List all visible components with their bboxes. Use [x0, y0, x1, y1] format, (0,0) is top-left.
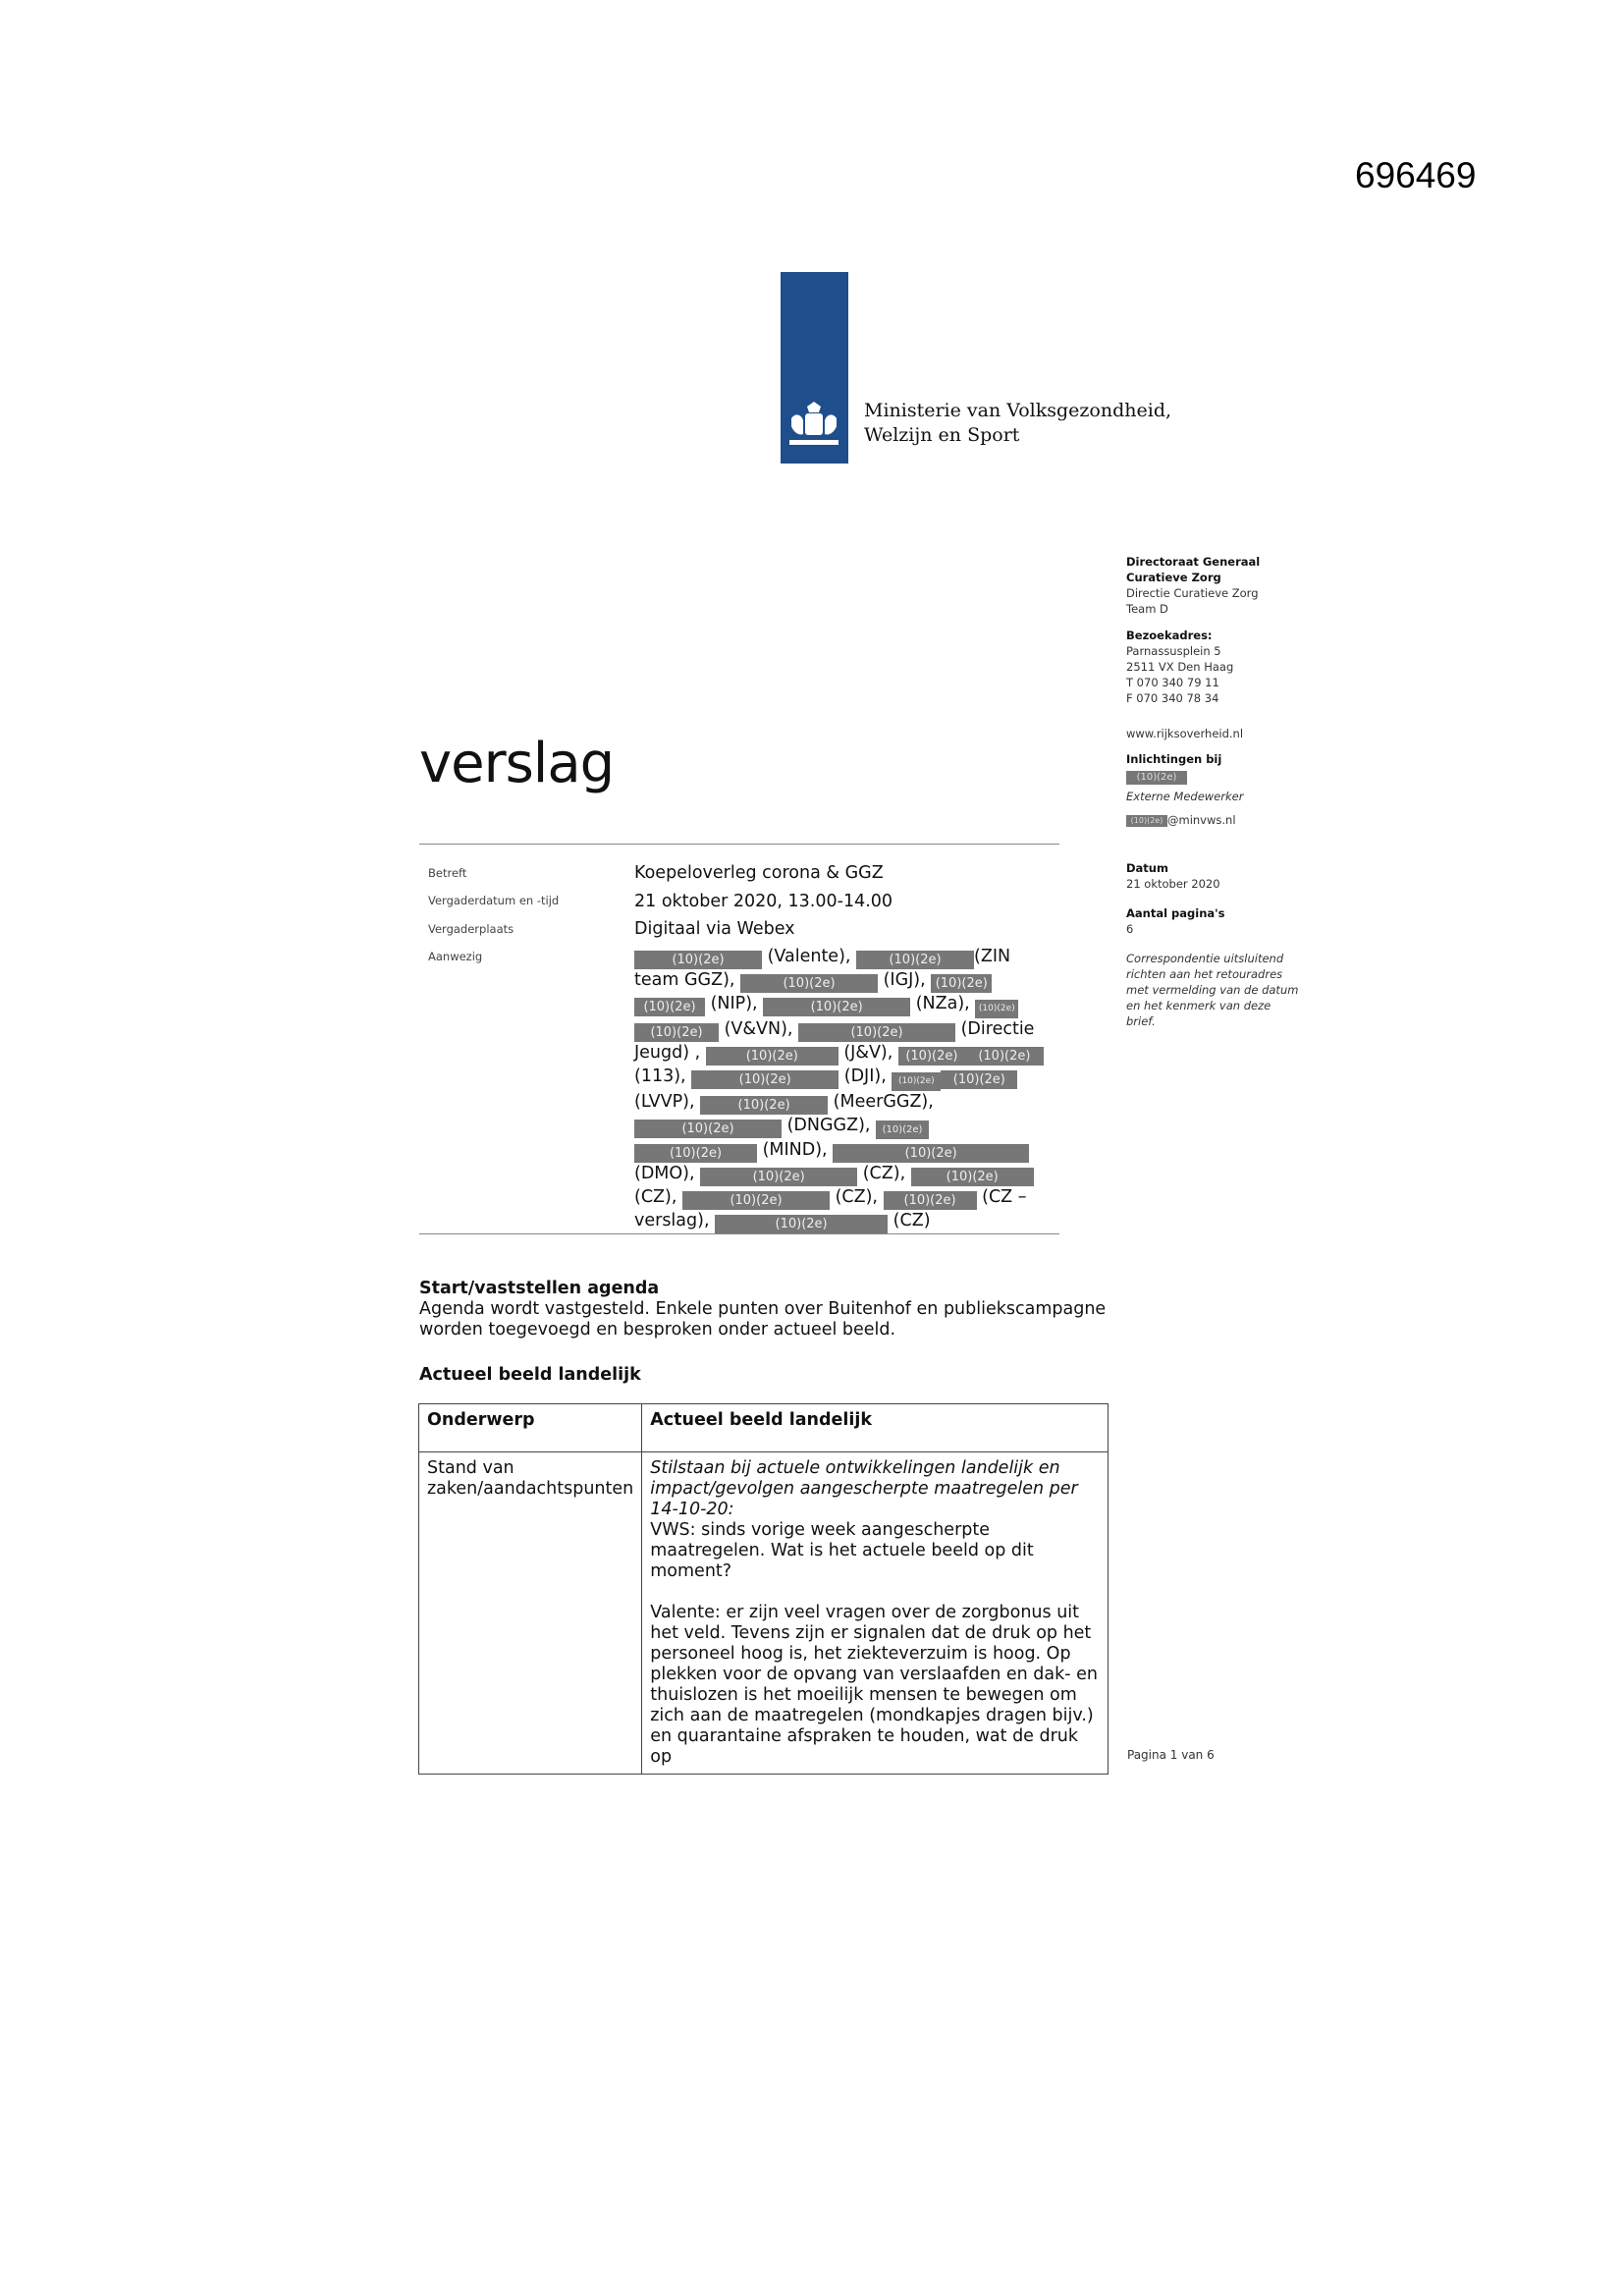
org-line-3: Directie Curatieve Zorg — [1126, 586, 1259, 600]
divider — [419, 844, 1059, 845]
subject-line-1: Stand van — [427, 1458, 514, 1478]
attendee-text: (CZ – verslag), — [634, 1187, 1027, 1230]
org-line-4: Team D — [1126, 602, 1168, 616]
document-number: 696469 — [1355, 155, 1477, 195]
redaction-box: (10)(2e) — [798, 1023, 955, 1042]
table-cell-subject — [419, 1452, 642, 1775]
attendee-text: (CZ), — [857, 1164, 911, 1183]
datetime-label: Vergaderdatum en -tijd — [428, 894, 560, 907]
attendee-text: (J&V), — [838, 1043, 898, 1063]
redaction-box: (10)(2e) — [706, 1047, 839, 1066]
place-value: Digitaal via Webex — [634, 919, 795, 939]
divider — [419, 1233, 1059, 1234]
website-link[interactable]: www.rijksoverheid.nl — [1126, 727, 1244, 740]
pages-label: Aantal pagina's — [1126, 906, 1225, 920]
document-title: verslag — [419, 732, 615, 795]
date-label: Datum — [1126, 861, 1168, 875]
attendee-text: (CZ), — [634, 1187, 682, 1207]
agenda-table — [418, 1403, 1109, 1775]
sidebar-address — [1126, 628, 1233, 706]
attendee-text: (MIND), — [757, 1140, 834, 1160]
address-line-2: 2511 VX Den Haag — [1126, 660, 1234, 674]
table-header-cell: Actueel beeld landelijk — [642, 1404, 1109, 1452]
page-footer: Pagina 1 van 6 — [1127, 1748, 1215, 1762]
redaction-box: (10)(2e) — [763, 998, 910, 1016]
royal-crest-icon — [785, 401, 842, 450]
attendee-text: (Valente), — [762, 947, 857, 966]
date-value: 21 oktober 2020 — [1126, 877, 1220, 891]
attendee-text: (DNGGZ), — [782, 1116, 877, 1135]
intro-italic: Stilstaan bij actuele ontwikkelingen landelijk en impact/gevolgen aangescherpte maatregelen per 14-10-20: — [650, 1458, 1078, 1519]
attendee-text: (CZ), — [830, 1187, 884, 1207]
table-header-row — [419, 1404, 1109, 1452]
note-line: met vermelding van de datum — [1126, 983, 1299, 997]
redaction-box: (10)(2e) — [682, 1191, 830, 1210]
attendee-text: (DMO), — [634, 1164, 701, 1183]
sidebar-pages — [1126, 905, 1225, 937]
attendee-text: (DJI), — [839, 1066, 893, 1086]
redaction-box: (10)(2e) — [876, 1121, 929, 1139]
attendee-list — [634, 946, 1047, 1233]
attendee-text: (LVVP), — [634, 1092, 701, 1112]
role-text: Externe Medewerker — [1126, 790, 1244, 803]
redaction-box: (10)(2e) — [965, 1047, 1044, 1066]
redaction-box: (10)(2e) — [898, 1047, 965, 1066]
attendee-text: (CZ) — [888, 1211, 931, 1230]
address-line-1: Parnassusplein 5 — [1126, 644, 1221, 658]
agenda-text — [419, 1299, 1106, 1340]
agenda-text-line-1: Agenda wordt vastgesteld. Enkele punten over Buitenhof en publiekscampagne — [419, 1299, 1107, 1319]
visit-label: Bezoekadres: — [1126, 629, 1213, 642]
redaction-box: (10)(2e) — [700, 1096, 828, 1115]
ministry-line-1: Ministerie van Volksgezondheid, — [864, 400, 1172, 421]
sidebar-date — [1126, 860, 1220, 892]
redaction-box: (10)(2e) — [634, 1023, 719, 1042]
ministry-line-2: Welzijn en Sport — [864, 424, 1020, 446]
attendee-text: (Directie Jeugd) , — [634, 1019, 1035, 1063]
place-label: Vergaderplaats — [428, 922, 514, 936]
agenda-text-line-2: worden toegevoegd en besproken onder actueel beeld. — [419, 1320, 896, 1339]
note-line: brief. — [1126, 1014, 1156, 1028]
redaction-box: (10)(2e) — [634, 998, 705, 1016]
actueel-heading: Actueel beeld landelijk — [419, 1365, 641, 1385]
redaction-box: (10)(2e) — [833, 1144, 1029, 1163]
email-domain: @minvws.nl — [1167, 813, 1236, 827]
org-line-2: Curatieve Zorg — [1126, 571, 1221, 584]
agenda-heading: Start/vaststellen agenda — [419, 1279, 660, 1298]
vws-text: VWS: sinds vorige week aangescherpte maatregelen. Wat is het actuele beeld op dit moment? — [650, 1520, 1034, 1581]
table-row — [419, 1452, 1109, 1775]
fax: F 070 340 78 34 — [1126, 691, 1219, 705]
valente-text: Valente: er zijn veel vragen over de zorgbonus uit het veld. Tevens zijn er signalen dat de druk op het personeel hoog is, het ziekteverzuim is hoog. Op plekken voor de opvang van verslaafden en dak- en thuislozen is het moeilijk mensen te bewegen om zich aan de maatregelen (mondkapjes dragen bijv.) en quarantaine afspraken te houden, wat de druk op — [650, 1603, 1098, 1767]
note-line: Correspondentie uitsluitend — [1126, 952, 1284, 965]
redaction-box: (10)(2e) — [740, 974, 878, 993]
attendee-text: (NZa), — [910, 994, 976, 1013]
phone: T 070 340 79 11 — [1126, 676, 1219, 689]
attendee-text: (IGJ), — [878, 970, 932, 990]
sidebar-organization — [1126, 554, 1260, 617]
table-header-cell: Onderwerp — [419, 1404, 642, 1452]
redaction-box: (10)(2e) — [892, 1072, 941, 1091]
redaction-box: (10)(2e) — [700, 1168, 857, 1186]
redaction-box: (10)(2e) — [856, 951, 974, 969]
note-line: en het kenmerk van deze — [1126, 999, 1271, 1012]
redaction-box: (10)(2e) — [715, 1215, 888, 1233]
redaction-box: (10)(2e) — [975, 1000, 1018, 1018]
redaction-box: (10)(2e) — [884, 1191, 977, 1210]
redaction-box: (10)(2e) — [1126, 771, 1187, 785]
redaction-box: (10)(2e) — [634, 1120, 782, 1138]
attendee-text: (113), — [634, 1066, 692, 1086]
pages-value: 6 — [1126, 922, 1134, 936]
attendee-text: (MeerGGZ), — [828, 1092, 934, 1112]
redaction-box: (10)(2e) — [1126, 815, 1167, 827]
attendee-text: (ZIN team GGZ), — [634, 947, 1011, 990]
subject-value: Koepeloverleg corona & GGZ — [634, 863, 884, 883]
redaction-box: (10)(2e) — [931, 974, 992, 993]
info-label: Inlichtingen bij — [1126, 752, 1222, 766]
table-cell-content — [642, 1452, 1109, 1775]
attendee-text: (V&VN), — [719, 1019, 799, 1039]
ministry-name — [864, 399, 1171, 448]
present-label: Aanwezig — [428, 950, 483, 963]
sidebar-note — [1126, 951, 1298, 1029]
attendee-text: (NIP), — [705, 994, 764, 1013]
redaction-box: (10)(2e) — [911, 1168, 1034, 1186]
datetime-value: 21 oktober 2020, 13.00-14.00 — [634, 892, 893, 911]
redaction-box: (10)(2e) — [691, 1070, 839, 1089]
org-line-1: Directoraat Generaal — [1126, 555, 1261, 569]
subject-line-2: zaken/aandachtspunten — [427, 1479, 634, 1499]
subject-label: Betreft — [428, 866, 467, 880]
redaction-box: (10)(2e) — [941, 1070, 1017, 1089]
redaction-box: (10)(2e) — [634, 1144, 757, 1163]
sidebar-contact — [1126, 751, 1243, 828]
note-line: richten aan het retouradres — [1126, 967, 1283, 981]
redaction-box: (10)(2e) — [634, 951, 762, 969]
